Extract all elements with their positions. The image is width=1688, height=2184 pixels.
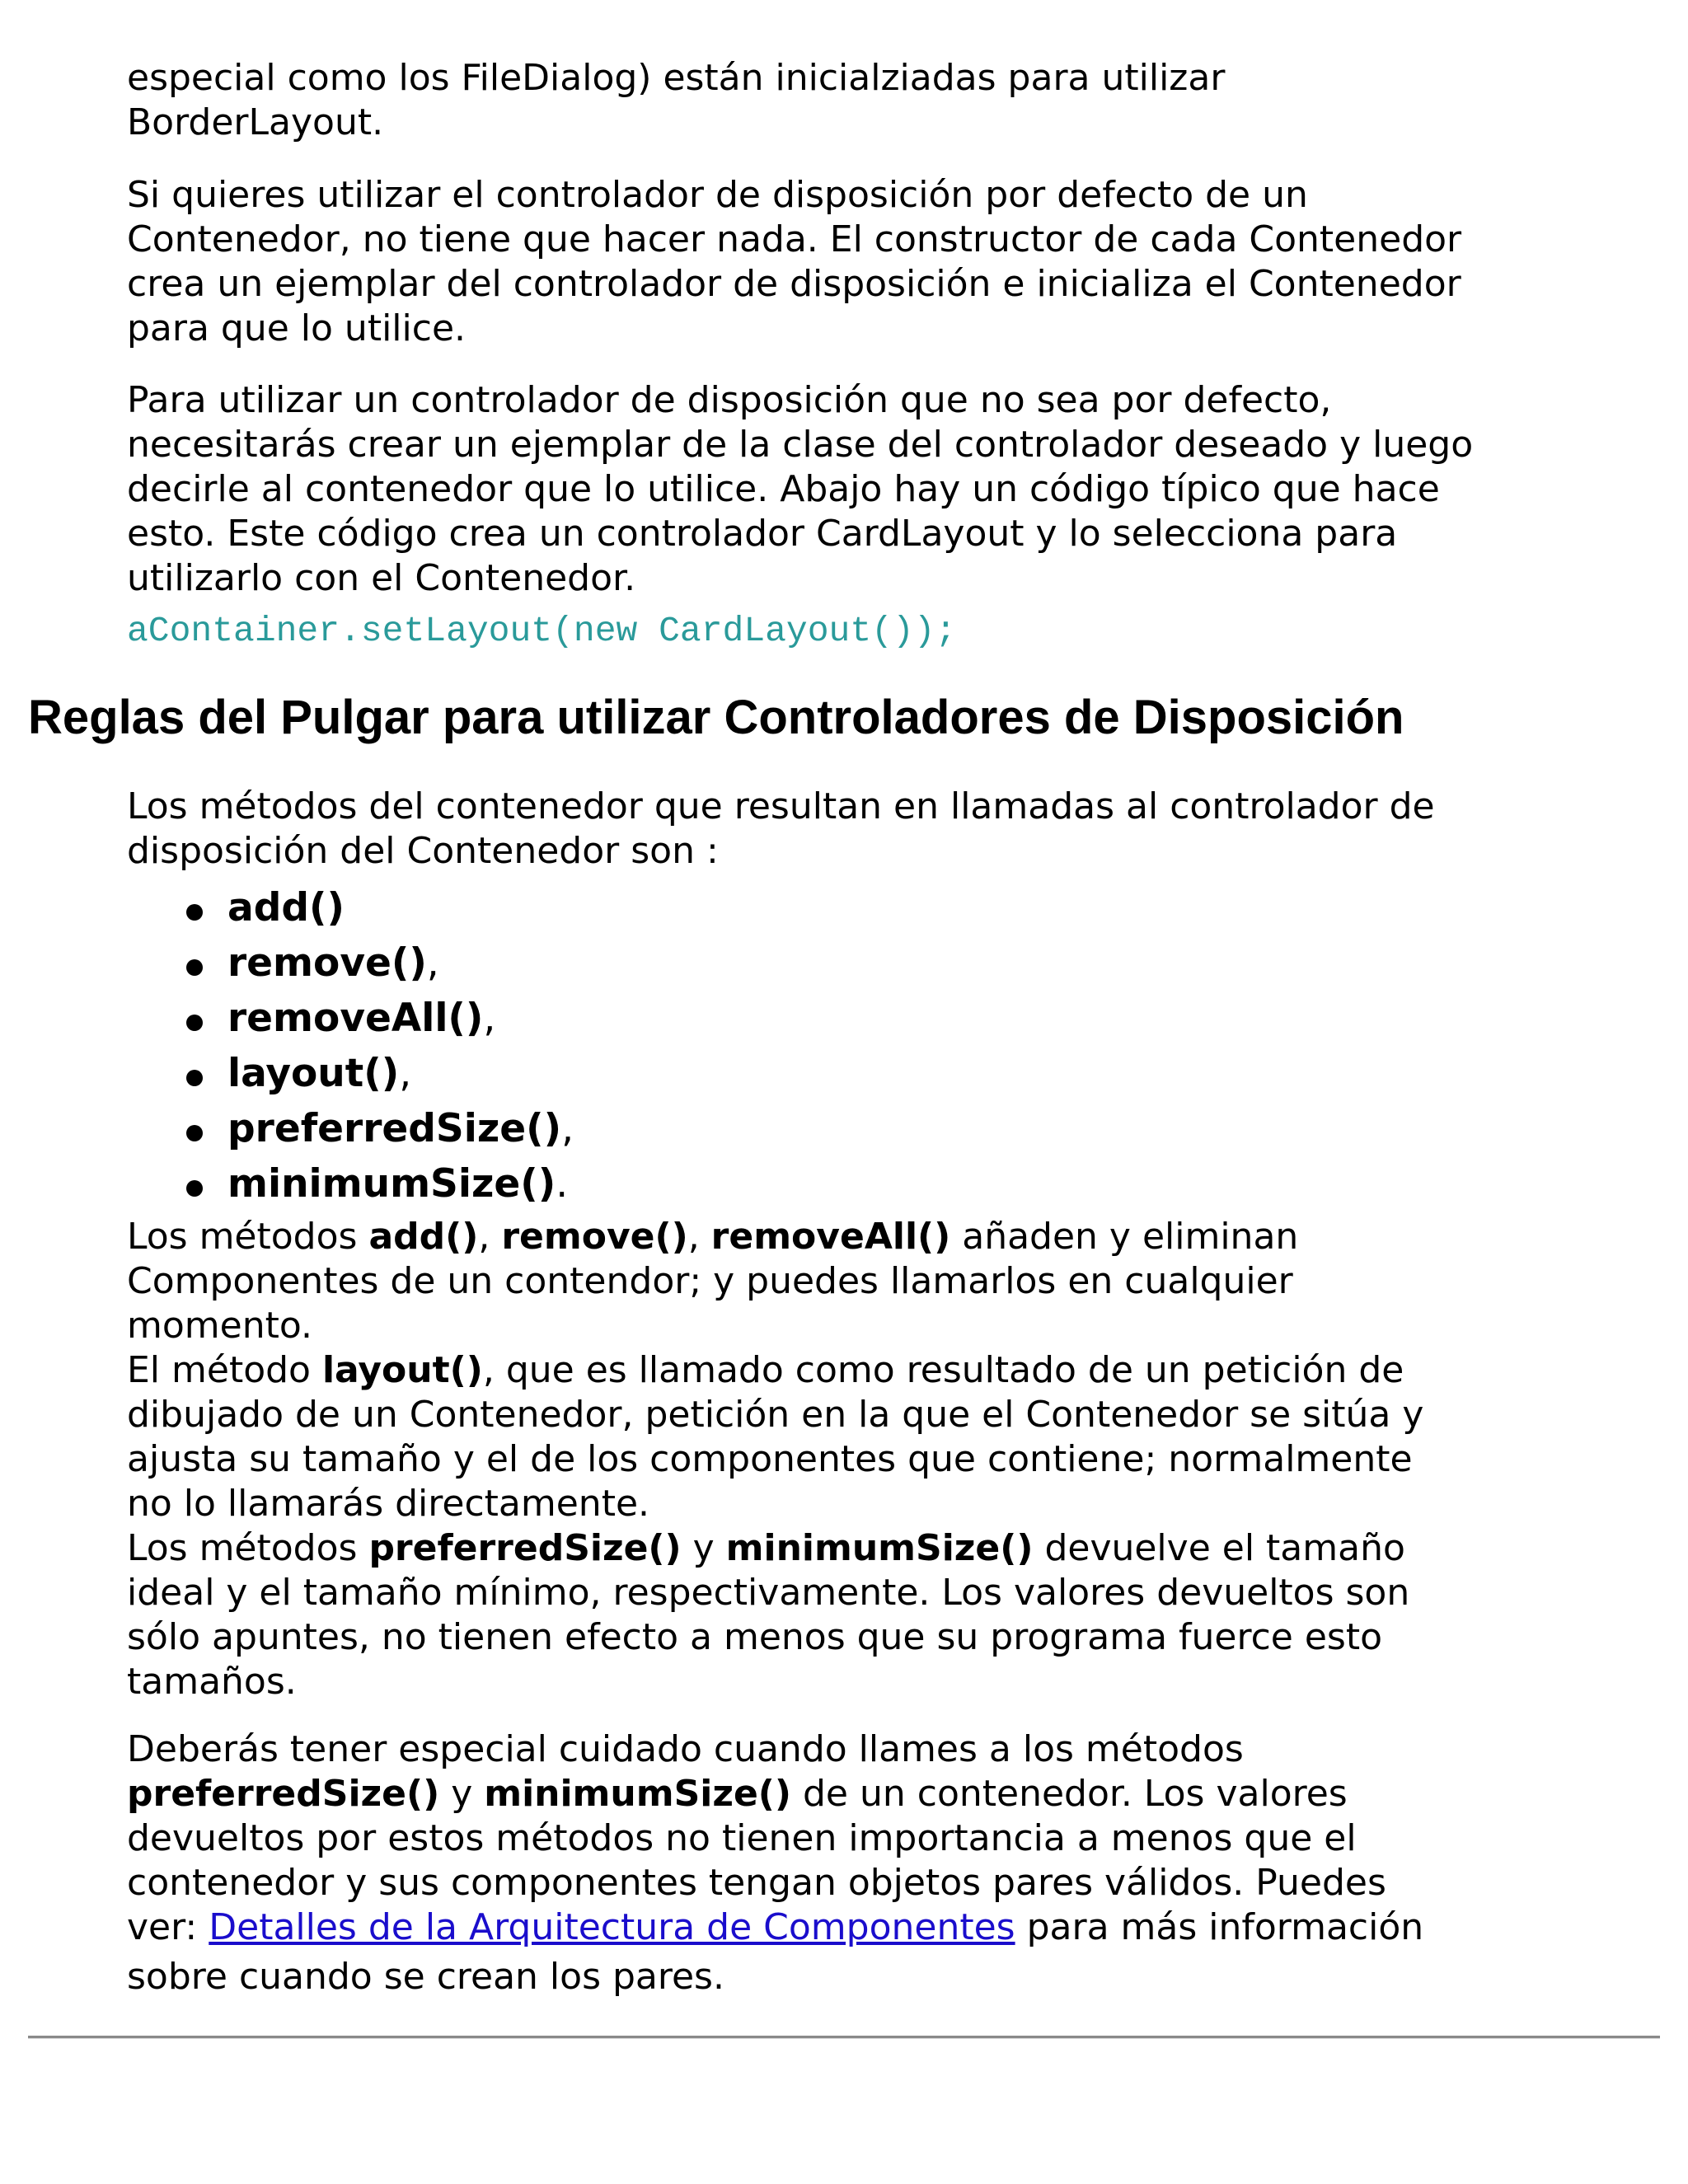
layout-para-line4: no lo llamarás directamente. xyxy=(127,1483,650,1525)
layout-para-line1 xyxy=(127,1348,1578,1393)
care-para-line4: contenedor y sus componentes tengan objetos pares válidos. Puedes xyxy=(127,1862,1386,1904)
size-para-line3: sólo apuntes, no tienen efecto a menos que su programa fuerce esto xyxy=(127,1616,1383,1658)
bullet-icon xyxy=(186,904,203,921)
size-para-line1 xyxy=(127,1526,1578,1571)
size-para-line4: tamaños. xyxy=(127,1661,297,1703)
list-item xyxy=(185,991,574,1046)
intro-p3-line: Para utilizar un controlador de disposición que no sea por defecto, xyxy=(127,379,1332,421)
method-name: removeAll() xyxy=(710,1216,951,1258)
bullet-icon xyxy=(186,1070,203,1086)
care-para-line2 xyxy=(127,1772,1578,1816)
method-suffix: , xyxy=(483,996,496,1041)
intro-paragraph-3 xyxy=(127,378,1578,601)
add-para-line1 xyxy=(127,1215,1578,1259)
intro-p2-line: Si quieres utilizar el controlador de disposición por defecto de un xyxy=(127,174,1308,216)
text-span: ver: xyxy=(127,1906,209,1948)
intro-p1-line1: especial como los FileDialog) están inicialziadas para utilizar xyxy=(127,57,1226,99)
layout-para-line3: ajusta su tamaño y el de los componentes que contiene; normalmente xyxy=(127,1438,1413,1480)
method-suffix: , xyxy=(426,940,439,986)
care-para-line1: Deberás tener especial cuidado cuando llames a los métodos xyxy=(127,1728,1244,1770)
method-name: preferredSize() xyxy=(227,1106,562,1151)
code-sample: aContainer.setLayout(new CardLayout()); xyxy=(127,611,957,651)
section-lead-line: Los métodos del contenedor que resultan en llamadas al controlador de xyxy=(127,785,1435,827)
method-name: minimumSize() xyxy=(227,1161,556,1207)
text-span: y xyxy=(681,1527,726,1569)
method-suffix: . xyxy=(556,1161,569,1207)
add-para-line2: Componentes de un contendor; y puedes llamarlos en cualquier xyxy=(127,1260,1293,1302)
method-name: add() xyxy=(368,1216,479,1258)
method-name: minimumSize() xyxy=(725,1527,1034,1569)
intro-p2-line: Contenedor, no tiene que hacer nada. El constructor de cada Contenedor xyxy=(127,218,1462,260)
care-paragraph xyxy=(127,1727,1578,1999)
list-item xyxy=(185,935,574,991)
bullet-icon xyxy=(186,1125,203,1141)
bullet-icon xyxy=(186,959,203,976)
intro-p3-line: esto. Este código crea un controlador CardLayout y lo selecciona para xyxy=(127,513,1398,555)
section-lead xyxy=(127,785,1578,874)
method-name: minimumSize() xyxy=(484,1773,792,1815)
intro-p1-line2: BorderLayout. xyxy=(127,101,384,143)
list-item xyxy=(185,1046,574,1101)
care-para-line3: devueltos por estos métodos no tienen importancia a menos que el xyxy=(127,1817,1357,1859)
text-span: , xyxy=(687,1216,711,1258)
text-span: El método xyxy=(127,1349,322,1391)
size-para-line2: ideal y el tamaño mínimo, respectivamente. Los valores devueltos son xyxy=(127,1572,1410,1614)
list-item xyxy=(185,1101,574,1156)
text-span: devuelve el tamaño xyxy=(1033,1527,1405,1569)
text-span: añaden y eliminan xyxy=(950,1216,1299,1258)
intro-p3-line: utilizarlo con el Contenedor. xyxy=(127,557,636,599)
bullet-icon xyxy=(186,1180,203,1197)
intro-paragraph-2 xyxy=(127,173,1578,351)
text-span: , que es llamado como resultado de un petición de xyxy=(482,1349,1404,1391)
method-suffix: , xyxy=(399,1051,412,1096)
methods-list xyxy=(185,880,574,1212)
layout-para-line2: dibujado de un Contenedor, petición en la que el Contenedor se sitúa y xyxy=(127,1394,1424,1436)
method-name: remove() xyxy=(501,1216,688,1258)
method-name: layout() xyxy=(227,1051,400,1096)
method-name: preferredSize() xyxy=(368,1527,682,1569)
method-suffix: , xyxy=(561,1106,574,1151)
intro-paragraph-1 xyxy=(127,56,1578,145)
list-item xyxy=(185,1156,574,1212)
section-lead-line: disposición del Contenedor son : xyxy=(127,830,719,872)
care-para-line5 xyxy=(127,1905,1578,1950)
intro-p3-line: necesitarás crear un ejemplar de la clase del controlador deseado y luego xyxy=(127,424,1474,466)
list-item xyxy=(185,880,574,935)
intro-p2-line: crea un ejemplar del controlador de disposición e inicializa el Contenedor xyxy=(127,263,1461,305)
method-name: layout() xyxy=(321,1349,483,1391)
method-name: preferredSize() xyxy=(127,1773,440,1815)
method-name: removeAll() xyxy=(227,996,484,1041)
add-remove-paragraph xyxy=(127,1215,1578,1704)
method-name: add() xyxy=(227,885,345,930)
horizontal-divider xyxy=(28,2036,1660,2039)
section-heading: Reglas del Pulgar para utilizar Controladores de Disposición xyxy=(28,691,1404,744)
care-para-line6: sobre cuando se crean los pares. xyxy=(127,1956,724,1998)
bullet-icon xyxy=(186,1015,203,1031)
intro-p3-line: decirle al contenedor que lo utilice. Abajo hay un código típico que hace xyxy=(127,468,1440,510)
text-span: , xyxy=(478,1216,502,1258)
text-span: Los métodos xyxy=(127,1527,369,1569)
intro-p2-line: para que lo utilice. xyxy=(127,307,466,349)
add-para-line3: momento. xyxy=(127,1305,312,1347)
method-name: remove() xyxy=(227,940,427,986)
text-span: y xyxy=(439,1773,485,1815)
text-span: Los métodos xyxy=(127,1216,369,1258)
architecture-details-link[interactable]: Detalles de la Arquitectura de Componentes xyxy=(209,1906,1015,1948)
text-span: de un contenedor. Los valores xyxy=(791,1773,1348,1815)
text-span: para más información xyxy=(1015,1906,1424,1948)
